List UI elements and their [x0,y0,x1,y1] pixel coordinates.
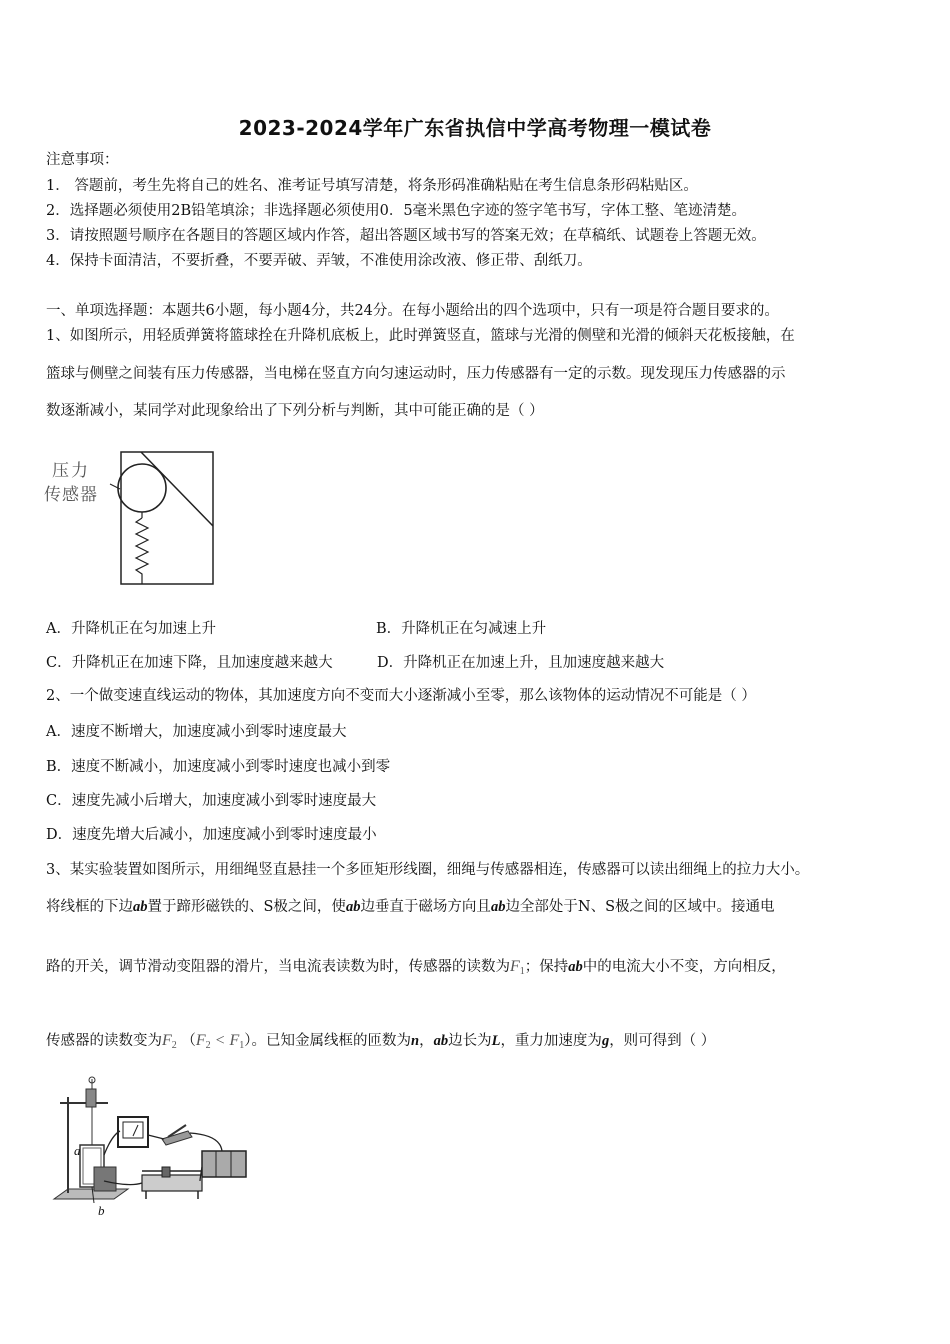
option-c: C．速度先减小后增大，加速度减小到零时速度最大 [46,793,377,809]
option-b: B．速度不断减小，加速度减小到零时速度也减小到零 [46,759,391,775]
var-n: n [411,1033,420,1049]
text: 路的开关，调节滑动变阻器的滑片，当电流表读数为时，传感器的读数为 [46,959,510,975]
question-3-line [46,957,786,982]
text: 置于蹄形磁铁的、S极之间，使 [147,899,346,915]
apparatus-figure [50,1075,260,1220]
var-ab: ab [345,899,361,915]
subscript: 1 [239,1040,245,1051]
question-3-line [46,1031,715,1056]
text: 边全部处于N、S极之间的区域中。接通电 [505,899,775,915]
question-3-line: 3、某实验装置如图所示，用细绳竖直悬挂一个多匝矩形线圈，细绳与传感器相连，传感器可以读出细绳上的拉力大小。 [46,862,810,878]
text: ， [419,1033,434,1049]
formula-F2-lt-F1 [196,1032,244,1049]
option-d: D．速度先增大后减小，加速度减小到零时速度最小 [46,827,377,843]
var-ab: ab [490,899,506,915]
page-title: 2023-2024学年广东省执信中学高考物理一模试卷 [238,116,712,140]
question-2-stem: 2、一个做变速直线运动的物体，其加速度方向不变而大小逐渐减小至零，那么该物体的运动情况不可能是（ ） [46,688,756,704]
formula-F2 [162,1032,177,1049]
option-b: B．升降机正在匀减速上升 [376,621,547,637]
notice-item: 3．请按照题号顺序在各题目的答题区域内作答，超出答题区域书写的答案无效；在草稿纸、试题卷上答题无效。 [46,228,766,244]
var-g: g [601,1033,610,1049]
question-1-line: 篮球与侧壁之间装有压力传感器，当电梯在竖直方向匀速运动时，压力传感器有一定的示数。现发现压力传感器的示 [46,366,786,382]
elevator-figure [44,448,224,590]
question-1-line: 数逐渐减小，某同学对此现象给出了下列分析与判断，其中可能正确的是（ ） [46,403,544,419]
symbol-F: F [162,1032,172,1049]
symbol-F: F [510,958,520,975]
figure-label: 压力 [52,461,90,481]
var-ab: ab [133,899,148,915]
option-c: C．升降机正在加速下降，且加速度越来越大 [46,655,333,671]
text: 中的电流大小不变，方向相反， [582,959,786,975]
option-a: A．速度不断增大，加速度减小到零时速度最大 [46,724,347,740]
symbol-lt: < [210,1032,230,1049]
notice-item: 2．选择题必须使用2B铅笔填涂；非选择题必须使用0．5毫米黑色字迹的签字笔书写，字体工整、笔迹清楚。 [46,203,747,219]
text: 将线框的下边 [46,899,133,915]
text: ；保持 [524,959,569,975]
formula-F1 [510,958,525,975]
figure-label-b: b [98,1203,105,1218]
text: ）。已知金属线框的匝数为 [244,1033,411,1049]
text: 边垂直于磁场方向且 [360,899,491,915]
var-L: L [491,1033,501,1049]
question-3-line [46,897,775,917]
text: ，重力加速度为 [500,1033,602,1049]
notice-item: 4．保持卡面清洁，不要折叠，不要弄破、弄皱，不准使用涂改液、修正带、刮纸刀。 [46,253,592,269]
var-ab: ab [433,1033,449,1049]
text: ，则可得到（ ） [609,1033,716,1049]
notice-heading: 注意事项： [46,152,119,168]
option-d: D．升降机正在加速上升，且加速度越来越大 [377,655,665,671]
subscript: 2 [205,1040,211,1051]
symbol-F: F [195,1032,206,1049]
figure-label: 传感器 [44,485,98,505]
question-1-line: 1、如图所示，用轻质弹簧将篮球拴在升降机底板上，此时弹簧竖直，篮球与光滑的侧壁和光滑的倾斜天花板接触，在 [46,328,795,344]
text: （ [181,1033,196,1049]
symbol-F: F [229,1032,240,1049]
section-heading: 一、单项选择题：本题共6小题，每小题4分，共24分。在每小题给出的四个选项中，只有一项是符合题目要求的。 [46,303,779,319]
notice-item: 1． 答题前，考生先将自己的姓名、准考证号填写清楚，将条形码准确粘贴在考生信息条形码粘贴区。 [46,178,698,194]
subscript: 2 [171,1040,177,1051]
figure-label-a: a [74,1143,81,1158]
text: 边长为 [448,1033,492,1049]
option-a: A．升降机正在匀加速上升 [46,621,216,637]
subscript: 1 [519,966,525,977]
text: 传感器的读数变为 [46,1033,162,1049]
var-ab: ab [568,959,583,975]
